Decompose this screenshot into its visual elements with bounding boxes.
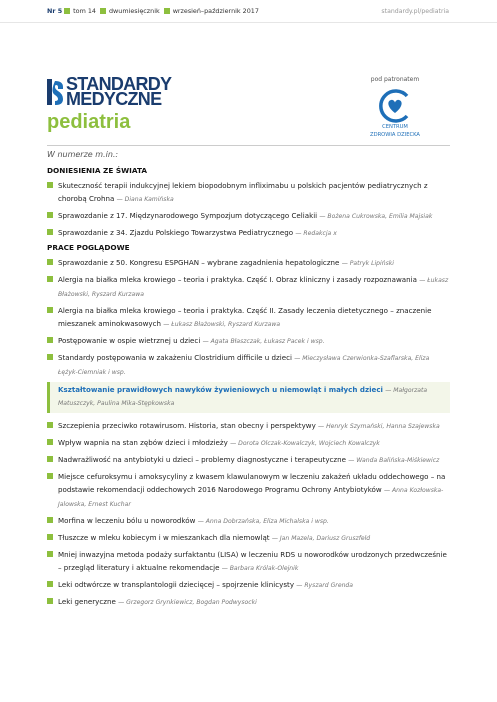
article-authors: — Anna Kozłowska-Jalowska, Ernest Kuchar	[58, 487, 444, 508]
square-bullet-icon	[47, 229, 53, 235]
article-authors: — Łukasz Błażowski, Ryszard Kurzawa	[58, 277, 449, 298]
article-title: Postępowanie w ospie wietrznej u dzieci	[58, 336, 201, 345]
list-item[interactable]	[47, 209, 450, 223]
patronage-name-line2: ZDROWIA DZIECKA	[370, 131, 420, 138]
frequency: dwumiesięcznik	[108, 7, 160, 15]
article-authors: — Patryk Lipiński	[341, 260, 395, 267]
journal-subtitle: pediatria	[47, 111, 131, 133]
square-bullet-icon	[47, 581, 53, 587]
square-bullet-icon	[47, 517, 53, 523]
square-bullet-icon	[47, 212, 53, 218]
article-title: Mniej inwazyjna metoda podaży surfaktantu (LISA) w leczeniu RDS u noworodków urodzonych przedwcześnie – przegląd literatury i aktualne rekomendacje	[58, 550, 447, 572]
article-authors: — Łukasz Błażowski, Ryszard Kurzawa	[163, 321, 281, 328]
list-item[interactable]	[47, 453, 450, 467]
table-of-contents	[47, 163, 450, 612]
article-authors: — Henryk Szymański, Hanna Szajewska	[318, 423, 440, 430]
article-title: Nadwrażliwość na antybiotyki u dzieci – problemy diagnostyczne i terapeutyczne	[58, 455, 347, 464]
logo-text-line2: MEDYCZNE	[66, 89, 162, 109]
article-title: Leki odtwórcze w transplantologii dziecięcej – spojrzenie klinicysty	[58, 580, 295, 589]
square-bullet-icon	[47, 307, 53, 313]
article-title: Alergia na białka mleka krowiego – teoria i praktyka. Część I. Obraz kliniczny i zasady rozpoznawania	[58, 275, 417, 284]
article-authors: — Mieczysława Czerwionka-Szaflarska, Eliza Łężyk-Ciemniak i wsp.	[58, 355, 430, 376]
list-item[interactable]	[47, 256, 450, 270]
square-bullet-icon	[47, 439, 53, 445]
square-bullet-icon	[47, 422, 53, 428]
square-bullet-icon	[47, 337, 53, 343]
square-bullet-icon	[64, 8, 70, 14]
list-item[interactable]	[47, 179, 450, 206]
patronage-name-line1: CENTRUM	[382, 124, 408, 130]
heart-logo-icon	[377, 89, 413, 123]
list-item[interactable]	[47, 595, 450, 609]
featured-article-title: Kształtowanie prawidłowych nawyków żywieniowych u niemowląt i małych dzieci	[58, 385, 383, 394]
article-title: Morfina w leczeniu bólu u noworodków	[58, 516, 196, 525]
article-title: Szczepienia przeciwko rotawirusom. Historia, stan obecny i perspektywy	[58, 421, 316, 430]
square-bullet-icon	[47, 276, 53, 282]
list-item[interactable]	[47, 470, 450, 511]
article-authors: — Barbara Królak-Olejnik	[221, 565, 299, 572]
article-authors: — Wanda Balińska-Miśkiewicz	[348, 457, 440, 464]
article-authors: — Bożena Cukrowska, Emilia Majsiak	[319, 213, 433, 220]
standardy-medyczne-logo	[47, 74, 197, 109]
list-item[interactable]	[47, 419, 450, 433]
article-title: Wpływ wapnia na stan zębów dzieci i młodzieży	[58, 438, 228, 447]
square-bullet-icon	[47, 354, 53, 360]
section-heading: DONIESIENIA ZE ŚWIATA	[47, 166, 148, 175]
intro-text: W numerze m.in.:	[47, 150, 119, 159]
article-authors: — Diana Kamińska	[116, 196, 174, 203]
logo-text-line1: STANDARDY	[66, 74, 172, 94]
divider	[47, 145, 450, 146]
square-bullet-icon	[47, 551, 53, 557]
article-authors: — Dorota Olczak-Kowalczyk, Wojciech Kowalczyk	[230, 440, 380, 447]
volume: tom 14	[73, 7, 96, 15]
article-authors: — Agata Błaszczak, Łukasz Pacek i wsp.	[202, 338, 325, 345]
article-title: Tłuszcze w mleku kobiecym i w mieszankach dla niemowląt	[58, 533, 270, 542]
list-item[interactable]	[47, 578, 450, 592]
article-title: Sprawozdanie z 50. Kongresu ESPGHAN – wybrane zagadnienia hepatologiczne	[58, 258, 340, 267]
square-bullet-icon	[47, 534, 53, 540]
list-item[interactable]	[47, 334, 450, 348]
logo-mark-icon	[47, 77, 64, 107]
square-bullet-icon	[47, 182, 53, 188]
featured-article[interactable]	[47, 382, 450, 413]
featured-article-authors: — Małgorzata Matuszczyk, Paulina Mika-Stępkowska	[58, 387, 428, 407]
article-authors: — Jan Mazela, Dariusz Gruszfeld	[271, 535, 371, 542]
list-item[interactable]	[47, 514, 450, 528]
square-bullet-icon	[47, 456, 53, 462]
list-item[interactable]	[47, 436, 450, 450]
square-bullet-icon	[47, 598, 53, 604]
article-authors: — Ryszard Grenda	[296, 582, 354, 589]
list-item[interactable]	[47, 531, 450, 545]
article-authors: — Redakcja x	[295, 230, 337, 237]
article-title: Alergia na białka mleka krowiego – teoria i praktyka. Część II. Zasady leczenia dietetycznego – znaczenie mieszanek aminokwasowych	[58, 306, 432, 328]
article-title: Standardy postępowania w zakażeniu Clostridium difficile u dzieci	[58, 353, 292, 362]
article-authors: — Anna Dobrzańska, Eliza Michalska i wsp.	[197, 518, 329, 525]
article-authors: — Grzegorz Grynkiewicz, Bogdan Podwysocki	[118, 599, 257, 606]
list-item[interactable]	[47, 273, 450, 301]
article-title: Miejsce cefuroksymu i amoksycyliny z kwasem klawulanowym w leczeniu zakażeń układu oddechowego – na podstawie rekomendacji oddechowych 2016 Narodowego Programu Ochrony Antybiotyków	[58, 472, 446, 494]
site-url[interactable]: standardy.pl/pediatria	[381, 7, 449, 15]
square-bullet-icon	[47, 473, 53, 479]
article-title: Skuteczność terapii indukcyjnej lekiem biopodobnym infliximabu u polskich pacjentów pediatrycznych z chorobą Crohna	[58, 181, 428, 203]
article-title: Sprawozdanie z 17. Międzynarodowego Sympozjum dotyczącego Celiakii	[58, 211, 318, 220]
patronage-label: pod patronatem	[370, 76, 420, 83]
period: wrzesień–październik 2017	[172, 7, 259, 15]
square-bullet-icon	[47, 259, 53, 265]
issue-info	[47, 0, 259, 22]
list-item[interactable]	[47, 304, 450, 331]
article-title: Leki generyczne	[58, 597, 116, 606]
list-item[interactable]	[47, 351, 450, 379]
article-title: Sprawozdanie z 34. Zjazdu Polskiego Towarzystwa Pediatrycznego	[58, 228, 294, 237]
issue-number: Nr 5	[47, 7, 63, 15]
top-bar	[0, 0, 497, 23]
square-bullet-icon	[164, 8, 170, 14]
patronage-block	[355, 76, 435, 138]
list-item[interactable]	[47, 226, 450, 240]
section-heading: PRACE POGLĄDOWE	[47, 243, 130, 252]
list-item[interactable]	[47, 548, 450, 575]
square-bullet-icon	[100, 8, 106, 14]
